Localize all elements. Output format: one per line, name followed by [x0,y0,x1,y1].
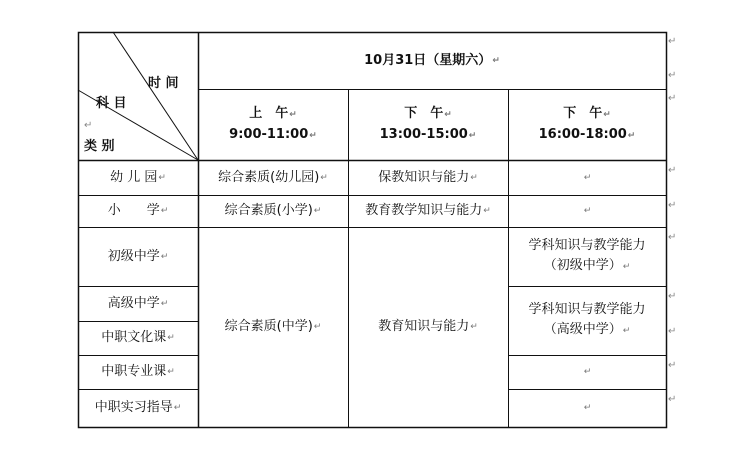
category-vocational-major: 中职专业课 ↵ [101,364,175,379]
end-of-row-mark: ↵ [668,291,677,302]
session-morning: 上 午↵ 9:00-11:00↵ [229,105,317,142]
end-of-row-mark: ↵ [668,360,677,371]
paragraph-mark: ↵ [84,120,93,131]
end-of-row-mark: ↵ [668,36,677,47]
senior-late-subject: 学科知识与教学能力 （高级中学）↵ [528,302,646,337]
category-vocational-culture: 中职文化课 ↵ [101,330,175,345]
category-junior-middle: 初级中学 ↵ [107,248,169,264]
session-late-afternoon: 下 午↵ 16:00-18:00↵ [538,105,636,142]
end-of-row-mark: ↵ [668,200,677,211]
header-date: 10月31日（星期六） ↵ [364,52,500,68]
end-of-row-mark: ↵ [668,70,677,81]
primary-afternoon-subject: 教育教学知识与能力 ↵ [365,203,491,218]
header-category-label: 类 别 [84,139,115,154]
category-kindergarten: 幼 儿 园 ↵ [110,169,166,185]
end-of-row-mark: ↵ [668,232,677,243]
middle-afternoon-subject: 教育知识与能力 ↵ [378,319,478,334]
end-of-row-mark: ↵ [668,326,677,337]
junior-late-subject: 学科知识与教学能力 （初级中学）↵ [528,238,646,273]
category-primary: 小 学 ↵ [107,203,169,218]
vocational-major-late-subject: ↵ [583,367,592,377]
category-vocational-internship: 中职实习指导 ↵ [94,400,182,415]
primary-late-subject: ↵ [583,206,592,216]
vocational-internship-late-subject: ↵ [583,403,592,413]
end-of-row-mark: ↵ [668,165,677,176]
header-time-label: 时 间 [148,76,179,91]
end-of-row-mark: ↵ [668,394,677,405]
kindergarten-morning-subject: 综合素质(幼儿园) ↵ [218,169,328,185]
middle-morning-subject: 综合素质(中学) ↵ [224,319,322,334]
session-afternoon: 下 午↵ 13:00-15:00↵ [379,105,477,142]
header-subject-label: 科 目 [96,96,127,111]
kindergarten-afternoon-subject: 保教知识与能力 ↵ [378,169,478,185]
category-senior-middle: 高级中学 ↵ [107,295,169,311]
end-of-row-mark: ↵ [668,93,677,104]
kindergarten-late-subject: ↵ [583,172,592,183]
primary-morning-subject: 综合素质(小学) ↵ [224,203,322,218]
